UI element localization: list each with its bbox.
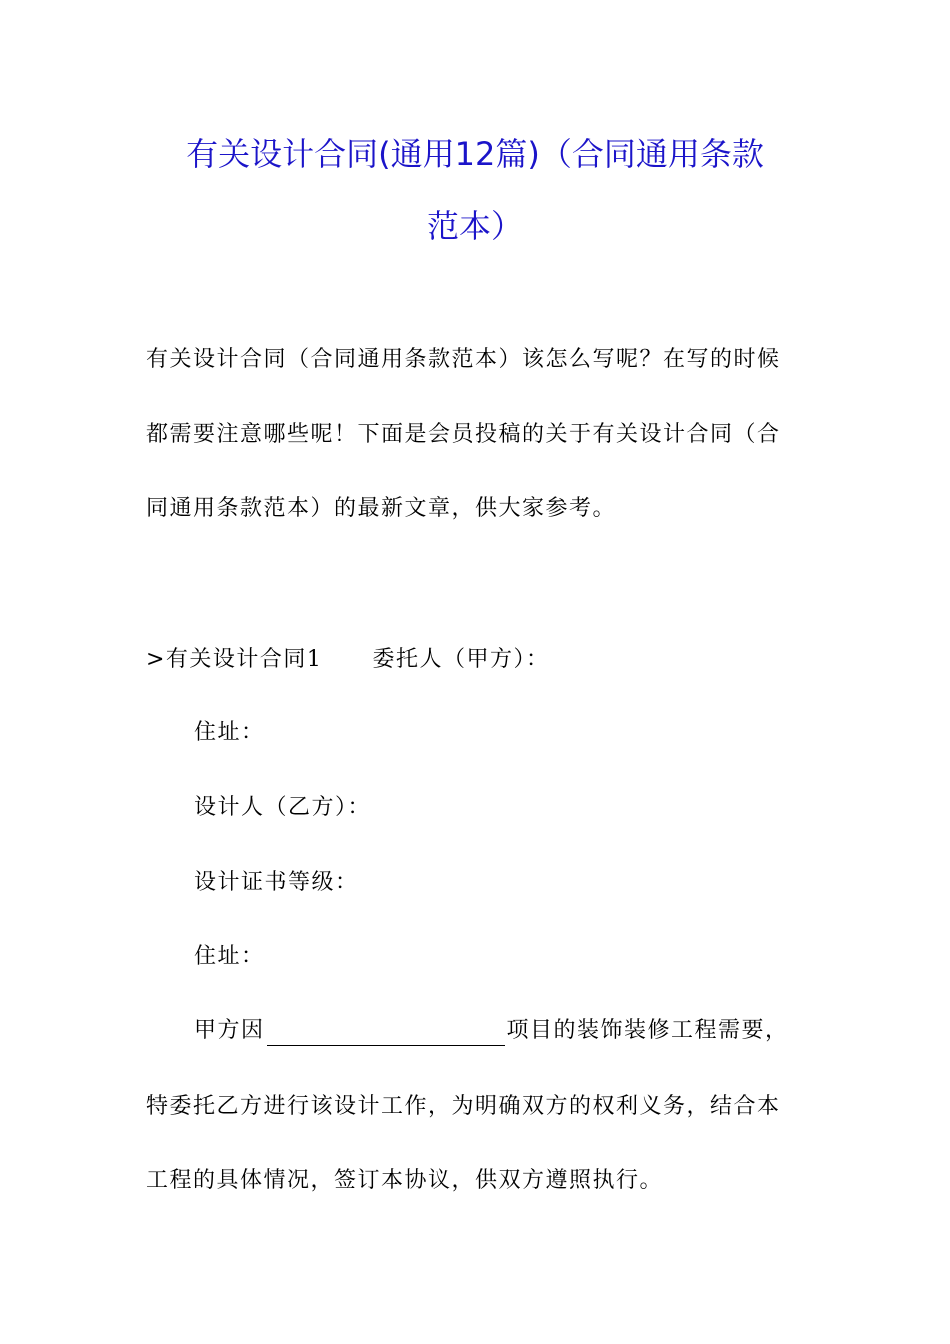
body-line-2: 特委托乙方进行该设计工作，为明确双方的权利义务，结合本: [146, 1094, 781, 1119]
body-line-1: [194, 1016, 789, 1046]
field-designer: 设计人（乙方）：: [194, 795, 372, 820]
client-label: 委托人（甲方）：: [372, 647, 550, 672]
project-name-blank: [267, 1021, 505, 1046]
section-heading-row: [146, 645, 549, 675]
intro-line-2: 都需要注意哪些呢！下面是会员投稿的关于有关设计合同（合: [146, 422, 781, 447]
section-heading: >有关设计合同1: [146, 647, 323, 672]
field-address-2: 住址：: [194, 944, 265, 969]
field-address-1: 住址：: [194, 720, 265, 745]
intro-line-3: 同通用条款范本）的最新文章，供大家参考。: [146, 496, 617, 521]
document-title-line-2: 范本）: [426, 207, 523, 245]
field-certificate-level: 设计证书等级：: [194, 870, 359, 895]
document-title-line-1: 有关设计合同(通用12篇)（合同通用条款: [186, 135, 764, 173]
intro-line-1: 有关设计合同（合同通用条款范本）该怎么写呢？在写的时候: [146, 347, 781, 372]
body-line-3: 工程的具体情况，签订本协议，供双方遵照执行。: [146, 1168, 664, 1193]
body-suffix: 项目的装饰装修工程需要，: [506, 1018, 789, 1043]
body-prefix: 甲方因: [194, 1018, 265, 1043]
